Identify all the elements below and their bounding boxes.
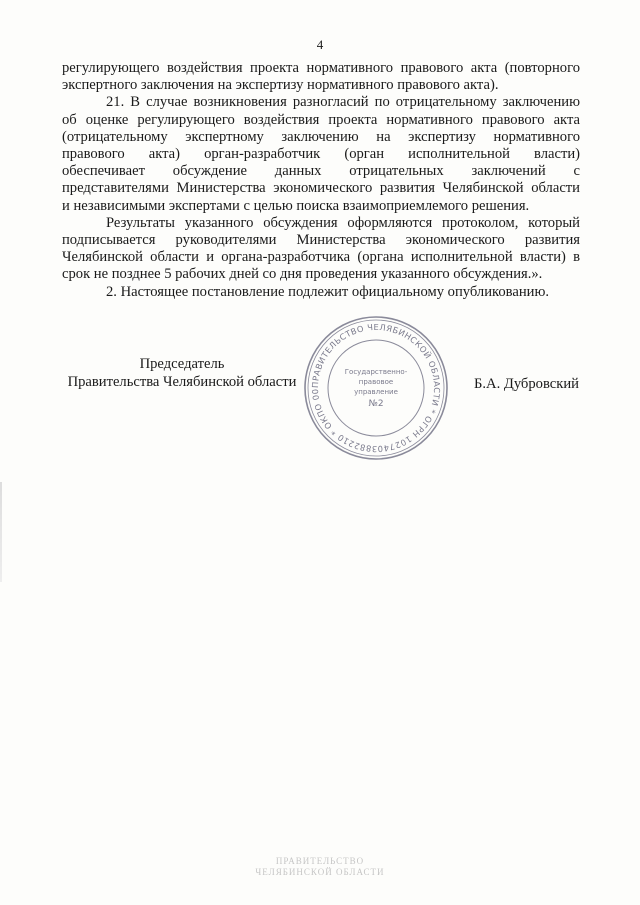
text-line: экспертного заключения на экспертизу нормативного правового акта). [62,77,499,94]
seal-center-line: Государственно- [344,368,408,376]
signatory-position [62,355,302,391]
official-seal [302,314,450,462]
seal-ring-text: ПРАВИТЕЛЬСТВО ЧЕЛЯБИНСКОЙ ОБЛАСТИ * ОГРН 1027403882210 * ОКПО 00 [309,321,443,455]
text-line: правового акта) орган-разработчик (орган исполнительной власти) [62,146,580,163]
footer-line: ПРАВИТЕЛЬСТВО [275,856,365,866]
footer-watermark [0,856,640,878]
text-line: (отрицательному экспертному заключению на экспертизу нормативного [62,128,580,145]
text-line: Челябинской области и органа-разработчика (органа исполнительной власти) в [62,249,580,266]
scan-edge-artifact [0,482,2,582]
text-line: регулирующего воздействия проекта нормативного правового акта (повторного [62,60,580,76]
seal-center-line: №2 [368,399,384,409]
seal-center-line: правовое [358,378,394,386]
paragraph-21 [62,94,580,214]
paragraph-1 [62,60,580,94]
text-line: Результаты указанного обсуждения оформляются протоколом, который [106,214,580,231]
text-line: срок не позднее 5 рабочих дней со дня проведения указанного обсуждения.». [62,266,543,283]
paragraph-results [62,215,580,284]
text-line: 21. В случае возникновения разногласий по отрицательному заключению [106,94,580,111]
footer-line: ЧЕЛЯБИНСКОЙ ОБЛАСТИ [255,867,385,877]
seal-center-line: управление [354,388,398,396]
text-line: об оценке регулирующего воздействия проекта нормативного правового акта [62,111,580,128]
text-line: и независимыми экспертами с целью поиска взаимоприемлемого решения. [62,197,530,214]
text-line: подписывается руководителями Министерства экономического развития [62,232,580,249]
page-number: 4 [316,37,324,52]
position-organization: Правительства Челябинской области [67,374,297,390]
seal-icon [302,314,450,462]
signatory-name: Б.А. Дубровский [474,376,579,392]
document-body [62,60,580,301]
paragraph-2: 2. Настоящее постановление подлежит официальному опубликованию. [106,283,550,300]
text-line: представителями Министерства экономического развития Челябинской области [62,180,580,197]
position-title: Председатель [139,356,225,372]
text-line: обеспечивает обсуждение данных отрицательных заключений с [62,163,580,180]
